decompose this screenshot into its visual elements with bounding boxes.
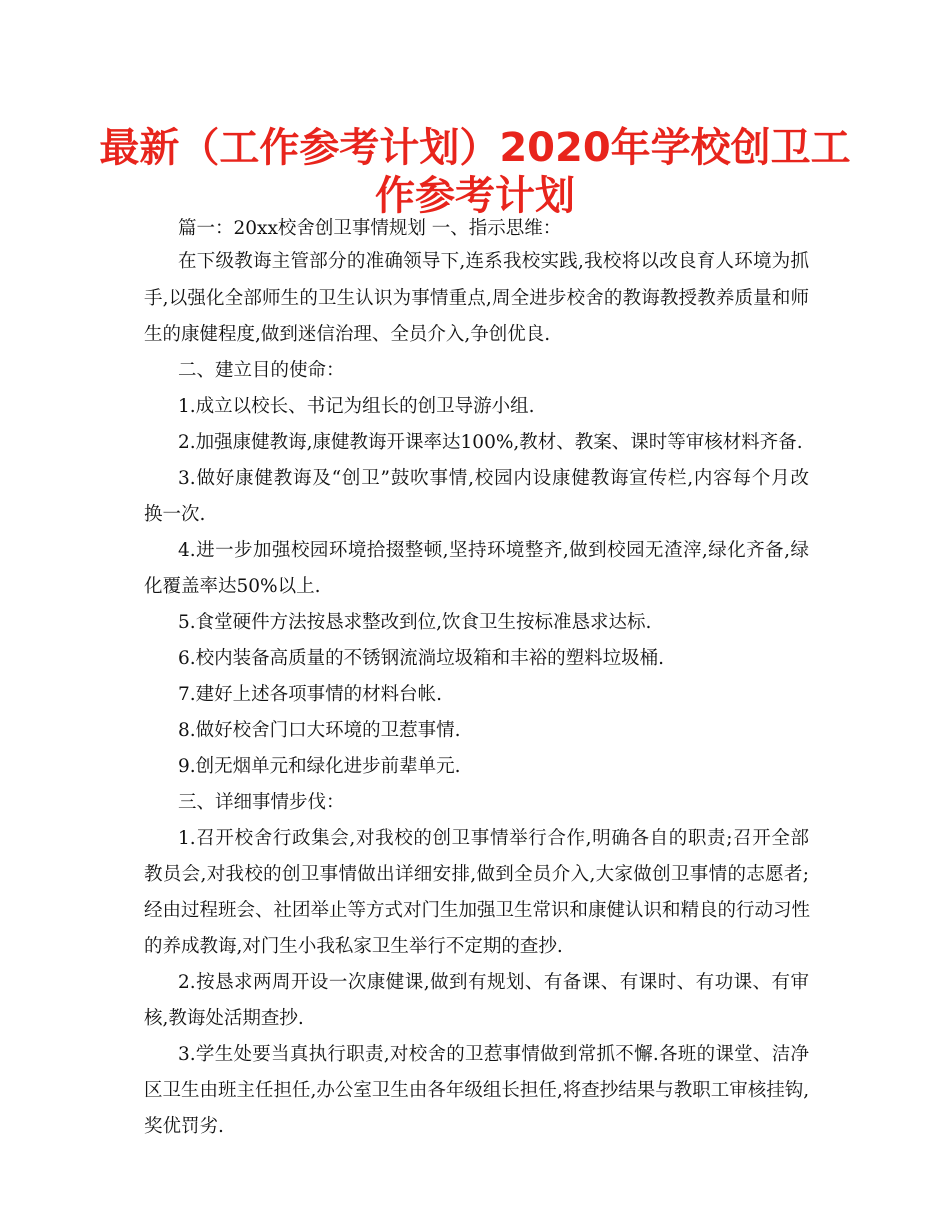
paragraph-line: 生的康健程度,做到迷信治理、全员介入,争创优良. (144, 324, 551, 345)
list-item: 1.成立以校长、书记为组长的创卫导游小组. (178, 396, 535, 417)
document-title-line-2: 作参考计划 (375, 173, 575, 219)
list-item: 6.校内装备高质量的不锈钢流淌垃圾箱和丰裕的塑料垃圾桶. (178, 648, 665, 669)
list-item: 1.召开校舍行政集会,对我校的创卫事情举行合作,明确各自的职责;召开全部 (178, 828, 809, 849)
list-item: 3.做好康健教诲及“创卫”鼓吹事情,校园内设康健教诲宣传栏,内容每个月改 (178, 468, 809, 489)
list-item: 9.创无烟单元和绿化进步前辈单元. (178, 756, 461, 777)
list-item-continuation: 区卫生由班主任担任,办公室卫生由各年级组长担任,将查抄结果与教职工审核挂钩, (144, 1080, 810, 1101)
list-item: 2.按恳求两周开设一次康健课,做到有规划、有备课、有课时、有功课、有审 (178, 972, 809, 993)
list-item: 7.建好上述各项事情的材料台帐. (178, 684, 443, 705)
list-item-continuation: 奖优罚劣. (144, 1116, 224, 1137)
section-heading: 三、详细事情步伐： (178, 792, 345, 813)
list-item-continuation: 经由过程班会、社团举止等方式对门生加强卫生常识和康健认识和精良的行动习性 (144, 900, 811, 921)
section-heading: 二、建立目的使命： (178, 360, 345, 381)
paragraph-line: 手,以强化全部师生的卫生认识为事情重点,周全进步校舍的教诲教授教养质量和师 (144, 288, 809, 309)
list-item: 2.加强康健教诲,康健教诲开课率达100%,教材、教案、课时等审核材料齐备. (178, 432, 803, 453)
list-item-continuation: 核,教诲处活期查抄. (144, 1008, 304, 1029)
section-intro-line: 篇一：20xx校舍创卫事情规划 一、指示思维： (178, 218, 562, 239)
list-item-continuation: 教员会,对我校的创卫事情做出详细安排,做到全员介入,大家做创卫事情的志愿者; (144, 864, 809, 885)
list-item: 4.进一步加强校园环境拾掇整顿,坚持环境整齐,做到校园无渣滓,绿化齐备,绿 (178, 540, 809, 561)
list-item: 5.食堂硬件方法按恳求整改到位,饮食卫生按标准恳求达标. (178, 612, 652, 633)
list-item: 8.做好校舍门口大环境的卫惹事情. (178, 720, 461, 741)
list-item-continuation: 换一次. (144, 504, 206, 525)
list-item-continuation: 化覆盖率达50%以上. (144, 576, 321, 597)
document-title-line-1: 最新（工作参考计划）2020年学校创卫工 (99, 125, 851, 171)
paragraph-line: 在下级教诲主管部分的准确领导下,连系我校实践,我校将以改良育人环境为抓 (178, 251, 809, 272)
list-item-continuation: 的养成教诲,对门生小我私家卫生举行不定期的查抄. (144, 936, 563, 957)
list-item: 3.学生处要当真执行职责,对校舍的卫惹事情做到常抓不懈.各班的课堂、洁净 (178, 1044, 809, 1065)
